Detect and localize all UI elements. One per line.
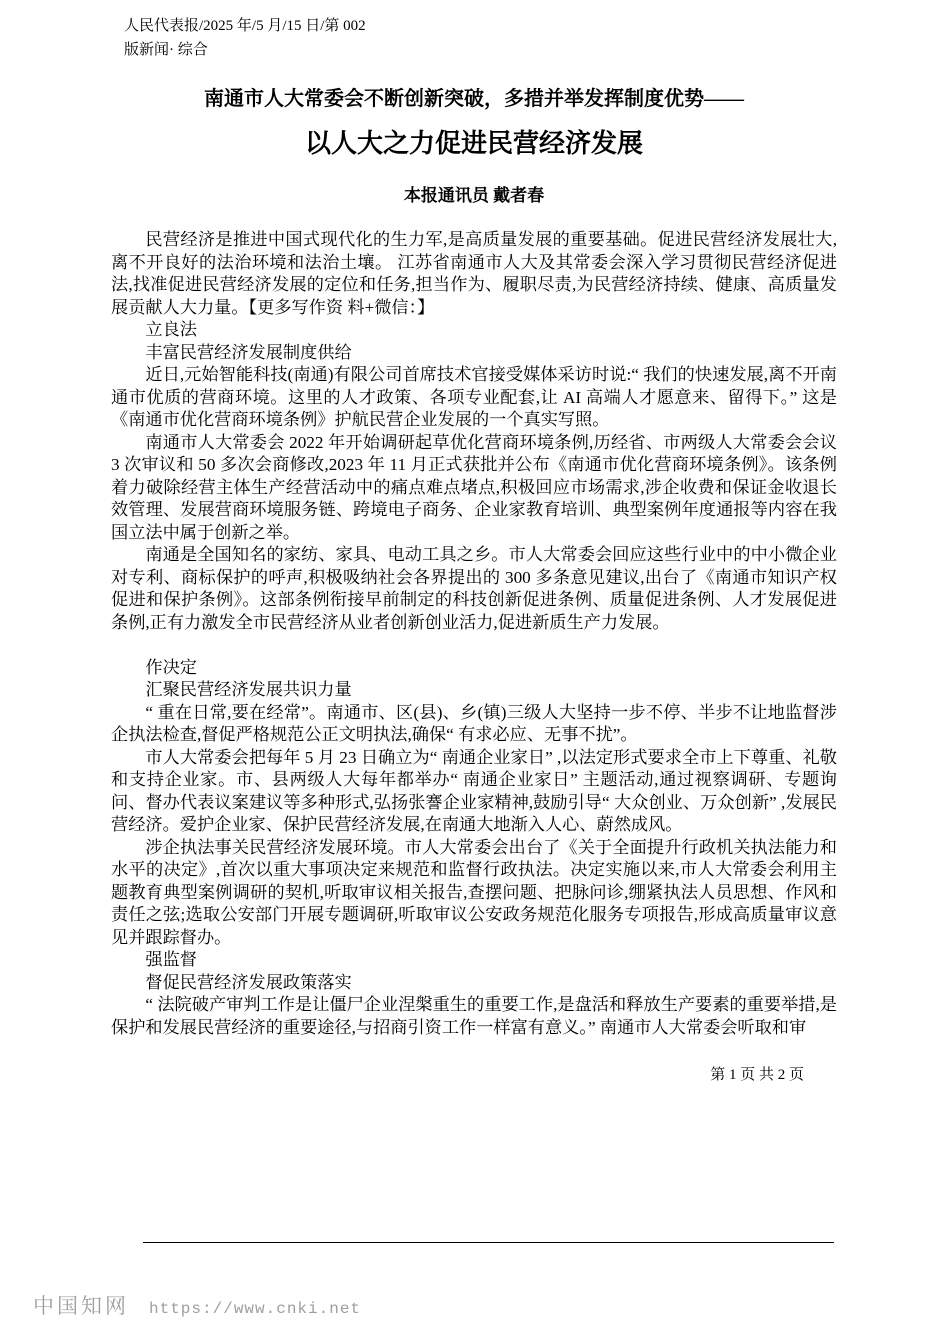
article-body [111,229,837,1039]
doc-header [124,14,837,62]
paragraph: “ 重在日常,要在经常”。南通市、区(县)、乡(镇)三级人大坚持一步不停、半步不让地监督涉企执法检查,督促严格规范公正文明执法,确保“ 有求必应、无事不扰”。 [111,702,837,744]
cnki-watermark [33,1290,361,1320]
paragraph: 近日,元始智能科技(南通)有限公司首席技术官接受媒体采访时说:“ 我们的快速发展,离不开南通市优质的营商环境。这里的人才政策、各项专业配套,让 AI 高端人才愿意来、留得下。” 这是《南通市优化营商环境条例》护航民营企业发展的一个真实写照。 [111,365,837,429]
section-heading: 作决定 [145,657,197,677]
paragraph: 市人大常委会把每年 5 月 23 日确立为“ 南通企业家日” ,以法定形式要求全市上下尊重、礼敬和支持企业家。市、县两级人大每年都举办“ 南通企业家日” 主题活动,通过视察调研、专题询问、督办代表议案建议等多种形式,弘扬张謇企业家精神,鼓励引导“ 大众创业、万众创新” ,发展民营经济。爱护企业家、保护民营经济发展,在南通大地渐入人心、蔚然成风。 [111,747,837,834]
section-heading: 强监督 [145,950,197,969]
article-subtitle: 南通市人大常委会不断创新突破，多措并举发挥制度优势—— [204,88,744,110]
page-number-indicator: 第 1 页 共 2 页 [710,1067,804,1083]
paragraph: “ 法院破产审判工作是让僵尸企业涅槃重生的重要工作,是盘活和释放生产要素的重要举措,是保护和发展民营经济的重要途径,与招商引资工作一样富有意义。” 南通市人大常委会听取和审 [111,995,837,1037]
article-title: 以人大之力促进民营经济发展 [304,129,643,158]
cnki-brand-text: 中国知网 [33,1294,129,1318]
blank-line [111,634,837,657]
paragraph: 南通市人大常委会 2022 年开始调研起草优化营商环境条例,历经省、市两级人大常委会会议 3 次审议和 50 多次会商修改,2023 年 11 月正式获批并公布《南通市优化营商环境条例》。该条例着力破除经营主体生产经营活动中的痛点难点堵点,积极回应市场需求,涉企收费和保证金收退长效管理、发展营商环境服务链、跨境电子商务、企业家教育培训、典型案例年度通报等内容在我国立法中属于创新之举。 [111,432,837,542]
section-heading: 立良法 [145,320,197,339]
section-subheading: 丰富民营经济发展制度供给 [145,342,352,362]
footer-divider-line [143,1242,834,1243]
paragraph: 涉企执法事关民营经济发展环境。市人大常委会出台了《关于全面提升行政机关执法能力和水平的决定》,首次以重大事项决定来规范和监督行政执法。决定实施以来,市人大常委会利用主题教育典型案例调研的契机,听取审议相关报告,查摆问题、把脉问诊,绷紧执法人员思想、作风和责任之弦;选取公安部门开展专题调研,听取审议公安政务规范化服务专项报告,形成高质量审议意见并跟踪督办。 [111,837,837,947]
section-subheading: 汇聚民营经济发展共识力量 [145,680,352,699]
source-line: 人民代表报/2025 年/5 月/15 日/第 002 [124,18,366,34]
article-byline: 本报通讯员 戴者春 [403,186,545,205]
paragraph: 南通是全国知名的家纺、家具、电动工具之乡。市人大常委会回应这些行业中的中小微企业对专利、商标保护的呼声,积极吸纳社会各界提出的 300 多条意见建议,出台了《南通市知识产权促进和保护条例》。这部条例衔接早前制定的科技创新促进条例、质量促进条例、人才发展促进条例,正有力激发全市民营经济从业者创新创业活力,促进新质生产力发展。 [111,545,837,632]
section-line: 版新闻· 综合 [124,42,208,58]
paragraph-intro: 民营经济是推进中国式现代化的生力军,是高质量发展的重要基础。促进民营经济发展壮大,离不开良好的法治环境和法治土壤。 江苏省南通市人大及其常委会深入学习贯彻民营经济促进法,找准促进民营经济发展的定位和任务,担当作为、履职尽责,为民营经济持续、健康、高质量发展贡献人大力量。【更多写作资 料+微信：】 [111,230,837,317]
section-subheading: 督促民营经济发展政策落实 [145,972,352,992]
cnki-url-text: https://www.cnki.net [149,1300,362,1318]
